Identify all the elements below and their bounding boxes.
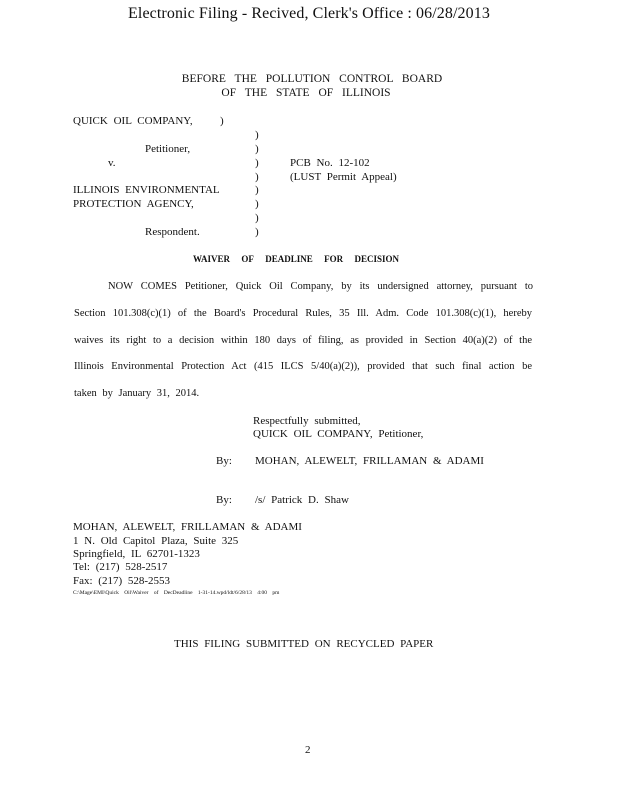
caption-paren: ): [255, 226, 259, 238]
file-path-footer: C:\Mage\EMI\Quick Oil\Waiver of DecDeadline 1-31-14.wpd/ldt/6/28/13 4:00 pm: [73, 590, 280, 596]
firm-address-line-2: Springfield, IL 62701-1323: [73, 548, 200, 560]
board-heading-line-2: OF THE STATE OF ILLINOIS: [221, 87, 391, 99]
caption-paren: ): [255, 171, 259, 183]
firm-fax: Fax: (217) 528-2553: [73, 575, 171, 587]
signature-firm: MOHAN, ALEWELT, FRILLAMAN & ADAMI: [255, 455, 484, 467]
caption-paren: ): [255, 129, 259, 141]
by-label: By:: [216, 494, 232, 506]
body-line-2: Section 101.308(c)(1) of the Board's Procedural Rules, 35 Ill. Adm. Code 101.308(c)(1), hereby: [74, 308, 532, 319]
board-heading-line-1: BEFORE THE POLLUTION CONTROL BOARD: [181, 73, 443, 85]
caption-paren: ): [255, 212, 259, 224]
body-line-4: Illinois Environmental Protection Act (415 ILCS 5/40(a)(2)), provided that such final action be: [74, 361, 532, 372]
caption-paren: ): [255, 184, 259, 196]
by-label: By:: [216, 455, 232, 467]
respondent-name-line-1: ILLINOIS ENVIRONMENTAL: [73, 184, 220, 196]
body-line-3: waives its right to a decision within 180 days of filing, as provided in Section 40(a)(2) of the: [74, 335, 532, 346]
body-line-1: NOW COMES Petitioner, Quick Oil Company, by its undersigned attorney, pursuant to: [108, 281, 533, 292]
caption-paren: ): [255, 157, 259, 169]
document-title-word: DECISION: [354, 254, 399, 264]
versus-label: v.: [108, 157, 116, 169]
electronic-filing-stamp: Electronic Filing - Recived, Clerk's Office : 06/28/2013: [128, 5, 490, 22]
caption-paren: ): [220, 115, 224, 127]
document-title-word: WAIVER: [193, 254, 231, 264]
case-type: (LUST Permit Appeal): [290, 171, 397, 183]
caption-paren: ): [255, 143, 259, 155]
firm-name: MOHAN, ALEWELT, FRILLAMAN & ADAMI: [73, 521, 302, 533]
document-title-word: OF: [241, 254, 254, 264]
case-number: PCB No. 12-102: [290, 157, 370, 169]
page-number: 2: [305, 744, 311, 756]
respondent-name-line-2: PROTECTION AGENCY,: [73, 198, 194, 210]
body-line-5: taken by January 31, 2014.: [74, 388, 200, 399]
document-title: [193, 254, 399, 264]
firm-telephone: Tel: (217) 528-2517: [73, 561, 168, 573]
caption-paren: ): [255, 198, 259, 210]
petitioner-name: QUICK OIL COMPANY,: [73, 115, 193, 127]
recycled-paper-notice: THIS FILING SUBMITTED ON RECYCLED PAPER: [174, 638, 434, 650]
signature-signer: /s/ Patrick D. Shaw: [255, 494, 349, 506]
respondent-role: Respondent.: [145, 226, 200, 238]
petitioner-role: Petitioner,: [145, 143, 191, 155]
signature-party: QUICK OIL COMPANY, Petitioner,: [253, 428, 424, 440]
document-title-word: FOR: [324, 254, 344, 264]
signature-closing: Respectfully submitted,: [253, 415, 361, 427]
firm-address-line-1: 1 N. Old Capitol Plaza, Suite 325: [73, 535, 239, 547]
document-title-word: DEADLINE: [265, 254, 313, 264]
